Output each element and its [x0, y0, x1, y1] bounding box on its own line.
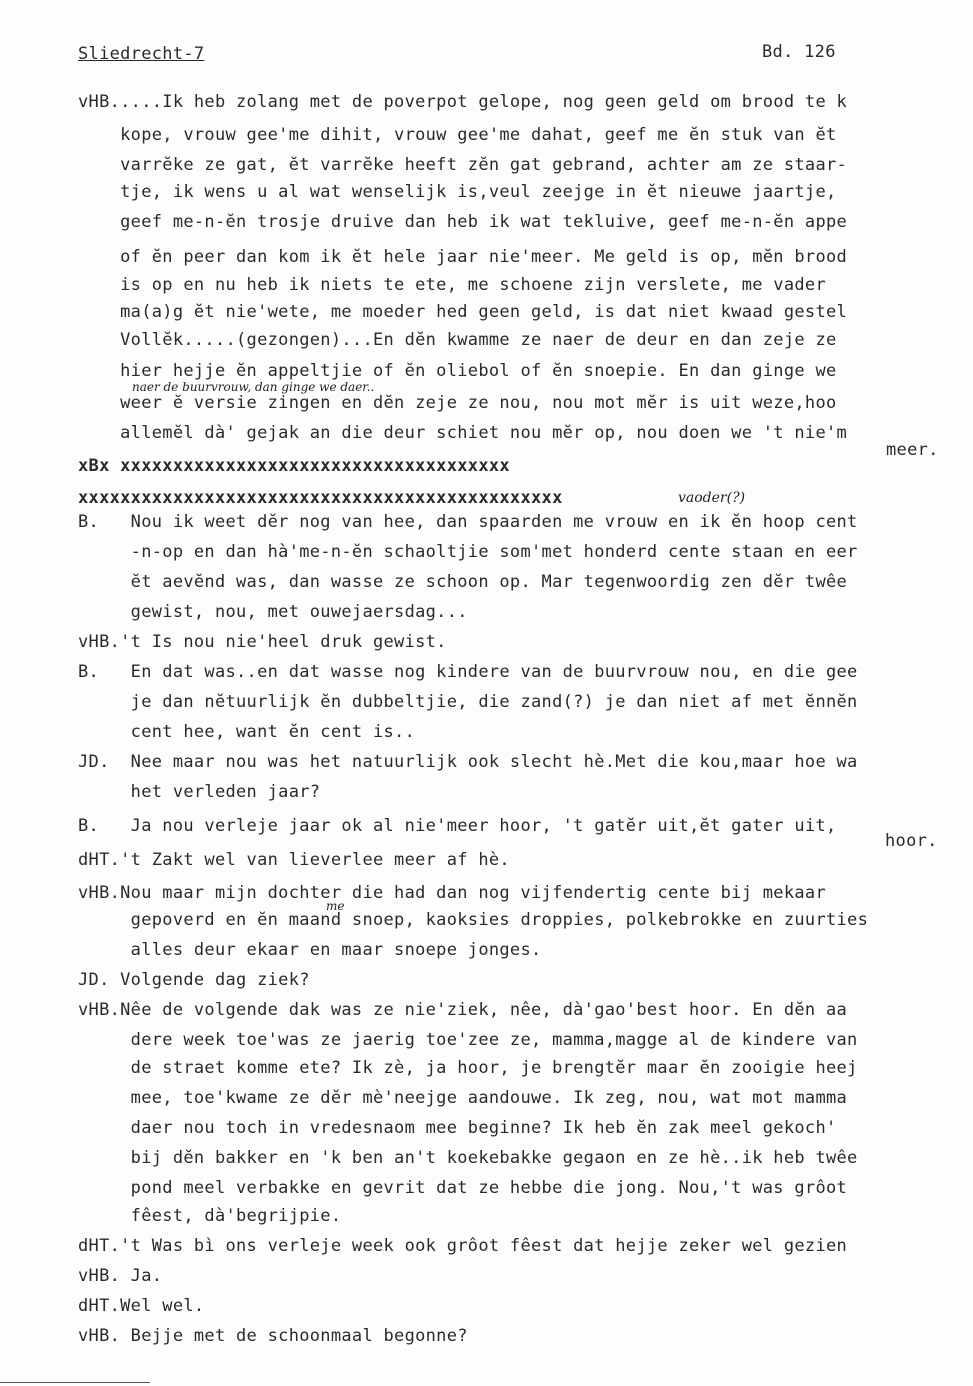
text-line: allemĕl dà' gejak an die deur schiet nou mĕr op, nou doen we 't nie'm	[78, 423, 848, 443]
text-line: je dan nĕtuurlijk ĕn dubbeltjie, die zand(?) je dan niet af met ĕnnĕn	[78, 692, 858, 712]
struck-line: xxxxxxxxxxxxxxxxxxxxxxxxxxxxxxxxxxxxxxxxxxxxxx	[78, 488, 563, 508]
text-line: het verleden jaar?	[78, 782, 321, 802]
text-line: geef me-n-ĕn trosje druive dan heb ik wat tekluive, geef me-n-ĕn appe	[78, 212, 848, 232]
text-line: hier hejje ĕn appeltjie of ĕn oliebol of ĕn snoepie. En dan ginge we	[78, 361, 837, 381]
text-line: B. Ja nou verleje jaar ok al nie'meer hoor, 't gatĕr uit,ĕt gater uit,	[78, 816, 837, 836]
text-line: fêest, dà'begrijpie.	[78, 1206, 342, 1226]
text-line: tje, ik wens u al wat wenselijk is,veul zeejge in ĕt nieuwe jaartje,	[78, 182, 837, 202]
text-line: -n-op en dan hà'me-n-ĕn schaoltjie som'met honderd cente staan en eer	[78, 542, 858, 562]
text-line: JD. Nee maar nou was het natuurlijk ook slecht hè.Met die kou,maar hoe wa	[78, 752, 858, 772]
text-line: JD. Volgende dag ziek?	[78, 970, 310, 990]
text-line: cent hee, want ĕn cent is..	[78, 722, 416, 742]
text-line: Vollĕk.....(gezongen)...En dĕn kwamme ze naer de deur en dan zeje ze	[78, 330, 837, 350]
text-line: gewist, nou, met ouwejaersdag...	[78, 602, 468, 622]
text-line: bij dĕn bakker en 'k ben an't koekebakke gegaon en ze hè..ik heb twêe	[78, 1148, 858, 1168]
text-line: kope, vrouw gee'me dihit, vrouw gee'me dahat, geef me ĕn stuk van ĕt	[78, 125, 837, 145]
text-line: mee, toe'kwame ze dĕr mè'neejge aandouwe. Ik zeg, nou, wat mot mamma	[78, 1088, 848, 1108]
footer-rule	[0, 1382, 150, 1383]
text-line: vHB. Ja.	[78, 1266, 163, 1286]
handwritten-note: vaoder(?)	[678, 490, 746, 506]
text-line: dHT.'t Was bì ons verleje week ook grôot fêest dat hejje zeker wel gezien	[78, 1236, 848, 1256]
text-line: vHB.....Ik heb zolang met de poverpot gelope, nog geen geld om brood te k	[78, 92, 848, 112]
handwritten-insert: naer de buurvrouw, dan ginge we daer..	[132, 380, 375, 394]
text-line: pond meel verbakke en gevrit dat ze hebbe die jong. Nou,'t was grôot	[78, 1178, 848, 1198]
text-line: de straet komme ete? Ik zè, ja hoor, je brengtĕr maar ĕn zooigie heej	[78, 1058, 858, 1078]
handwritten-insert: me	[326, 899, 345, 913]
text-line: ma(a)g ĕt nie'wete, me moeder hed geen geld, is dat niet kwaad gestel	[78, 302, 848, 322]
text-line: is op en nu heb ik niets te ete, me schoene zijn verslete, me vader	[78, 275, 826, 295]
text-line: vHB.'t Is nou nie'heel druk gewist.	[78, 632, 447, 652]
text-line: dere week toe'was ze jaerig toe'zee ze, mamma,magge al de kindere van	[78, 1030, 858, 1050]
text-line: gepoverd en ĕn maand snoep, kaoksies droppies, polkebrokke en zuurties	[78, 910, 869, 930]
text-line: dHT.Wel wel.	[78, 1296, 205, 1316]
text-line: varrĕke ze gat, ĕt varrĕke heeft zĕn gat gebrand, achter am ze staar-	[78, 155, 848, 175]
header-right: Bd. 126	[762, 42, 836, 62]
text-line: daer nou toch in vredesnaom mee beginne? Ik heb ĕn zak meel gekoch'	[78, 1118, 837, 1138]
text-line: B. Nou ik weet dĕr nog van hee, dan spaarden me vrouw en ik ĕn hoop cent	[78, 512, 858, 532]
struck-line: xBx xxxxxxxxxxxxxxxxxxxxxxxxxxxxxxxxxxxxx	[78, 456, 510, 476]
text-line: dHT.'t Zakt wel van lieverlee meer af hè.	[78, 850, 510, 870]
text-line: ĕt aevĕnd was, dan wasse ze schoon op. Mar tegenwoordig zen dĕr twêe	[78, 572, 848, 592]
text-line: meer.	[886, 440, 939, 460]
text-line: vHB.Nêe de volgende dak was ze nie'ziek, nêe, dà'gao'best hoor. En dĕn aa	[78, 1000, 848, 1020]
text-line: vHB.Nou maar mijn dochter die had dan nog vijfendertig cente bij mekaar	[78, 883, 826, 903]
text-line: of ĕn peer dan kom ik ĕt hele jaar nie'meer. Me geld is op, mĕn brood	[78, 247, 848, 267]
text-line: B. En dat was..en dat wasse nog kindere van de buurvrouw nou, en die gee	[78, 662, 858, 682]
text-line: hoor.	[885, 831, 938, 851]
text-line: alles deur ekaar en maar snoepe jonges.	[78, 940, 542, 960]
text-line: weer ĕ versie zingen en dĕn zeje ze nou, nou mot mĕr is uit weze,hoo	[78, 393, 837, 413]
text-line: vHB. Bejje met de schoonmaal begonne?	[78, 1326, 468, 1346]
header-left: Sliedrecht-7	[78, 44, 205, 64]
